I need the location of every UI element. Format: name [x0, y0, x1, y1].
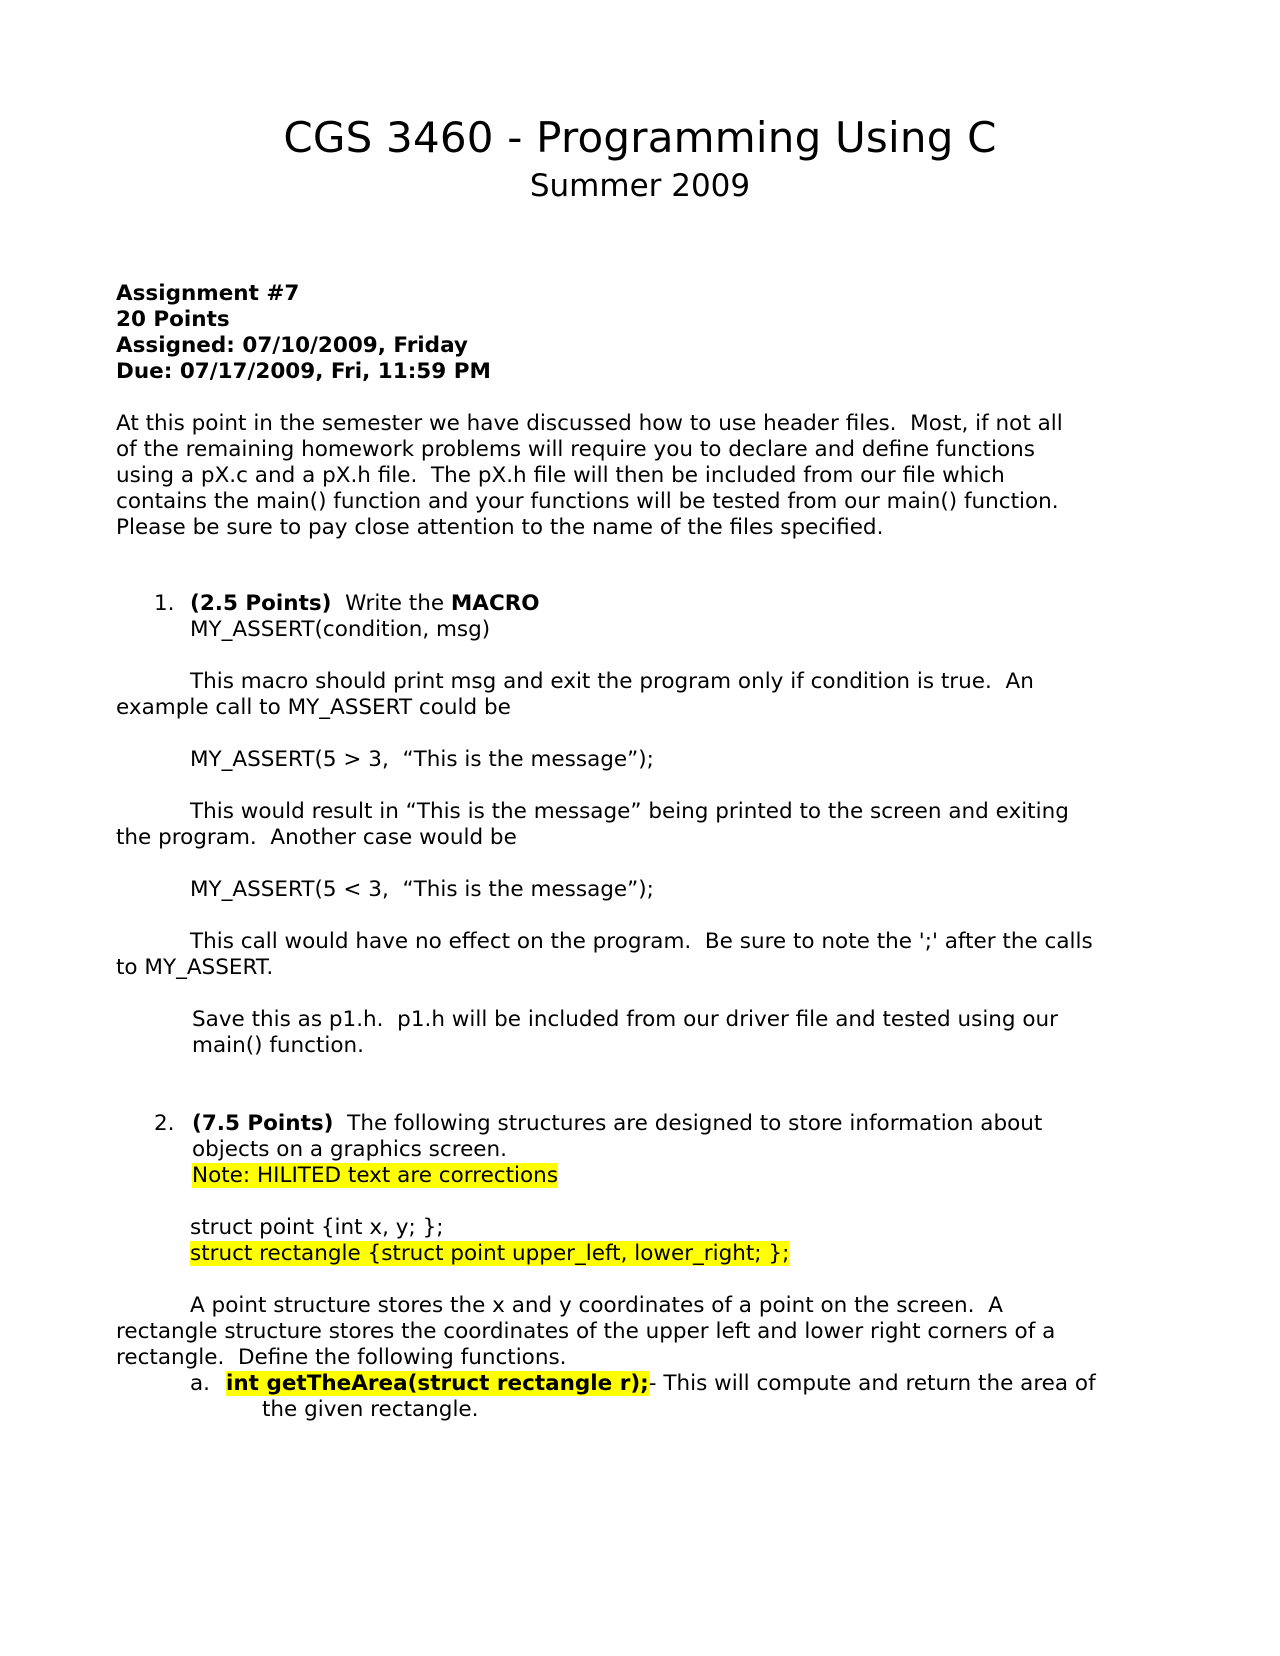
intro-line: of the remaining homework problems will require you to declare and define functions [116, 437, 1035, 462]
struct-rect-def [190, 1240, 789, 1267]
q2-desc-line3: rectangle. Define the following functions. [116, 1345, 567, 1370]
q2-desc-line2: rectangle structure stores the coordinates of the upper left and lower right corners of a [116, 1319, 1056, 1344]
q2-heading [192, 1110, 1042, 1137]
q1-para3-line2: to MY_ASSERT. [116, 955, 274, 980]
q1-example2: MY_ASSERT(5 < 3, “This is the message”); [190, 877, 654, 902]
q1-number: 1. [154, 591, 175, 616]
q1-para3-line1: This call would have no effect on the program. Be sure to note the ';' after the calls [190, 929, 1093, 954]
assigned-date: Assigned: 07/10/2009, Friday [116, 333, 468, 358]
q1-macro-word: MACRO [450, 591, 540, 616]
q2-note [192, 1162, 558, 1189]
q1-save-line2: main() function. [192, 1033, 364, 1058]
term-subtitle: Summer 2009 [529, 168, 751, 204]
assignment-number: Assignment #7 [116, 281, 300, 306]
q1-save-line1: Save this as p1.h. p1.h will be included from our driver file and tested using our [192, 1007, 1059, 1032]
q1-points: (2.5 Points) [190, 591, 332, 616]
q2-lead-line2: objects on a graphics screen. [192, 1137, 507, 1162]
due-date: Due: 07/17/2009, Fri, 11:59 PM [116, 359, 491, 384]
intro-line: Please be sure to pay close attention to the name of the files specified. [116, 515, 884, 540]
item-a-line1 [226, 1370, 1096, 1397]
intro-line: using a pX.c and a pX.h file. The pX.h file will then be included from our file which [116, 463, 1005, 488]
q1-signature: MY_ASSERT(condition, msg) [190, 617, 491, 642]
q1-para1-line2: example call to MY_ASSERT could be [116, 695, 511, 720]
q1-para2-line1: This would result in “This is the message” being printed to the screen and exiting [190, 799, 1069, 824]
q1-example1: MY_ASSERT(5 > 3, “This is the message”); [190, 747, 654, 772]
q2-lead: The following structures are designed to store information about [333, 1111, 1043, 1136]
struct-point-def: struct point {int x, y; }; [190, 1215, 444, 1240]
assignment-points: 20 Points [116, 307, 230, 332]
struct-rect-highlight: struct rectangle {struct point upper_left, lower_right; }; [190, 1241, 790, 1266]
q2-note-highlight: Note: HILITED text are corrections [192, 1163, 559, 1188]
q1-lead: Write the [331, 591, 451, 616]
q1-para2-line2: the program. Another case would be [116, 825, 517, 850]
intro-line: At this point in the semester we have discussed how to use header files. Most, if not all [116, 411, 1063, 436]
item-a-signature: int getTheArea(struct rectangle r); [226, 1371, 649, 1396]
course-title: CGS 3460 - Programming Using C [283, 113, 997, 162]
q2-number: 2. [154, 1111, 175, 1136]
item-a-label: a. [190, 1371, 211, 1396]
item-a-line2: the given rectangle. [262, 1397, 479, 1422]
q2-desc-line1: A point structure stores the x and y coordinates of a point on the screen. A [190, 1293, 1003, 1318]
item-a-text: - This will compute and return the area of [648, 1371, 1096, 1396]
q1-heading [190, 590, 540, 617]
q2-points: (7.5 Points) [192, 1111, 334, 1136]
intro-line: contains the main() function and your functions will be tested from our main() function. [116, 489, 1059, 514]
q1-para1-line1: This macro should print msg and exit the program only if condition is true. An [190, 669, 1034, 694]
